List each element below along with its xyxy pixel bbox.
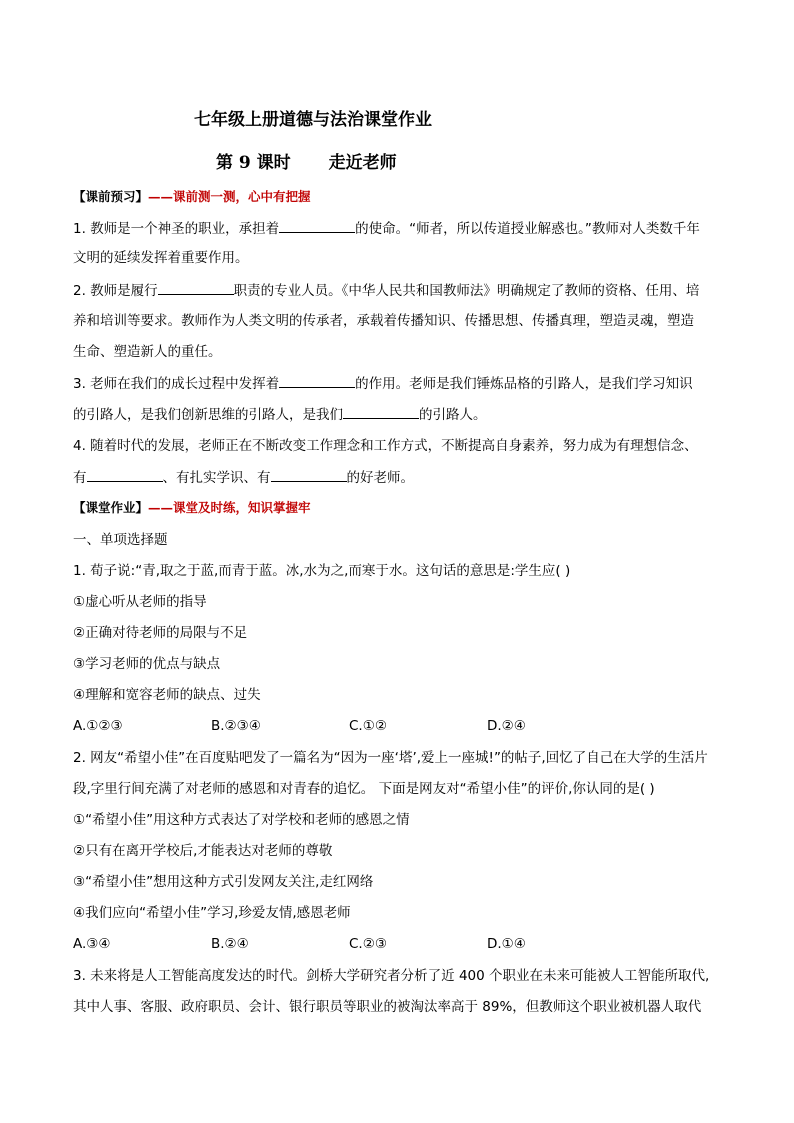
fill-blank[interactable] bbox=[158, 282, 234, 295]
text: 的使命。“师者，所以传道授业解惑也。”教师对人类数千年 bbox=[355, 221, 700, 237]
fill-blank[interactable] bbox=[87, 469, 163, 482]
mc2-item: ④我们应向“希望小佳”学习,珍爱友情,感恩老师 bbox=[73, 905, 351, 921]
section-slogan: ——课前测一测，心中有把握 bbox=[148, 189, 311, 204]
mc2-options bbox=[73, 936, 625, 952]
text: 的引路人，是我们创新思维的引路人，是我们 bbox=[73, 407, 343, 423]
lesson-number: 第 9 课时 bbox=[216, 153, 291, 173]
mc2-stem-line-1: 2. 网友“希望小佳”在百度贴吧发了一篇名为“因为一座‘塔’,爱上一座城!”的帖子,回忆了自己在大学的生活片 bbox=[73, 750, 708, 766]
mc1-item: ④理解和宽容老师的缺点、过失 bbox=[73, 687, 261, 703]
text: 2. 教师是履行 bbox=[73, 283, 158, 299]
option-c[interactable]: C.①② bbox=[349, 718, 387, 734]
q2-line-1 bbox=[73, 282, 699, 299]
mc2-stem-line-2: 段,字里行间充满了对老师的感恩和对青春的追忆。 下面是网友对“希望小佳”的评价,你认同的是( ) bbox=[73, 781, 655, 797]
fill-blank[interactable] bbox=[279, 220, 355, 233]
mc1-stem: 1. 荀子说:“青,取之于蓝,而青于蓝。冰,水为之,而寒于水。这句话的意思是:学生应( ) bbox=[73, 563, 571, 579]
fill-blank[interactable] bbox=[271, 469, 347, 482]
section-bracket: 【课前预习】 bbox=[73, 189, 149, 204]
mc1-item: ③学习老师的优点与缺点 bbox=[73, 656, 221, 672]
text: 3. 老师在我们的成长过程中发挥着 bbox=[73, 376, 280, 392]
text: 1. 教师是一个神圣的职业，承担着 bbox=[73, 221, 280, 237]
mc2-item: ③“希望小佳”想用这种方式引发网友关注,走红网络 bbox=[73, 874, 374, 890]
q4-line-2 bbox=[73, 469, 414, 486]
text: 职责的专业人员。《中华人民共和国教师法》明确规定了教师的资格、任用、培 bbox=[233, 283, 700, 299]
q1-line-1 bbox=[73, 220, 700, 237]
q2-line-2: 养和培训等要求。教师作为人类文明的传承者，承载着传播知识、传播思想、传播真理，塑造灵魂，塑造 bbox=[73, 313, 694, 329]
q4-line-1: 4. 随着时代的发展，老师正在不断改变工作理念和工作方式，不断提高自身素养，努力成为有理想信念、 bbox=[73, 438, 698, 454]
class-section-heading bbox=[73, 500, 311, 516]
q1-line-2: 文明的延续发挥着重要作用。 bbox=[73, 250, 249, 266]
q3-line-2 bbox=[73, 406, 487, 423]
q2-line-3: 生命、塑造新人的重任。 bbox=[73, 344, 222, 360]
mc3-stem-line-1: 3. 未来将是人工智能高度发达的时代。剑桥大学研究者分析了近 400 个职业在未来可能被人工智能所取代, bbox=[73, 968, 710, 984]
section-bracket: 【课堂作业】 bbox=[73, 500, 149, 515]
mc1-item: ②正确对待老师的局限与不足 bbox=[73, 625, 248, 641]
preview-section-heading bbox=[73, 189, 311, 205]
lesson-name: 走近老师 bbox=[328, 153, 397, 173]
text: 的作用。老师是我们锤炼品格的引路人，是我们学习知识 bbox=[355, 376, 693, 392]
document-title: 七年级上册道德与法治课堂作业 bbox=[194, 110, 432, 130]
mc2-item: ①“希望小佳”用这种方式表达了对学校和老师的感恩之情 bbox=[73, 812, 410, 828]
option-d[interactable]: D.①④ bbox=[487, 936, 526, 952]
text: 的引路人。 bbox=[419, 407, 487, 423]
lesson-heading bbox=[216, 148, 397, 173]
text: 有 bbox=[73, 470, 87, 486]
text: 的好老师。 bbox=[346, 470, 414, 486]
option-b[interactable]: B.②④ bbox=[211, 936, 249, 952]
option-c[interactable]: C.②③ bbox=[349, 936, 387, 952]
option-a[interactable]: A.①②③ bbox=[73, 718, 123, 734]
mc3-stem-line-2: 其中人事、客服、政府职员、会计、银行职员等职业的被淘汰率高于 89%，但教师这个职业被机器人取代 bbox=[73, 999, 702, 1015]
section-slogan: ——课堂及时练，知识掌握牢 bbox=[148, 500, 311, 515]
q3-line-1 bbox=[73, 375, 693, 392]
text: 、有扎实学识、有 bbox=[162, 470, 271, 486]
option-a[interactable]: A.③④ bbox=[73, 936, 111, 952]
option-b[interactable]: B.②③④ bbox=[211, 718, 261, 734]
fill-blank[interactable] bbox=[279, 375, 355, 388]
mc1-item: ①虚心听从老师的指导 bbox=[73, 594, 207, 610]
fill-blank[interactable] bbox=[343, 406, 419, 419]
mc2-item: ②只有在离开学校后,才能表达对老师的尊敬 bbox=[73, 843, 333, 859]
part-title: 一、单项选择题 bbox=[73, 532, 168, 548]
mc1-options bbox=[73, 718, 625, 734]
option-d[interactable]: D.②④ bbox=[487, 718, 526, 734]
